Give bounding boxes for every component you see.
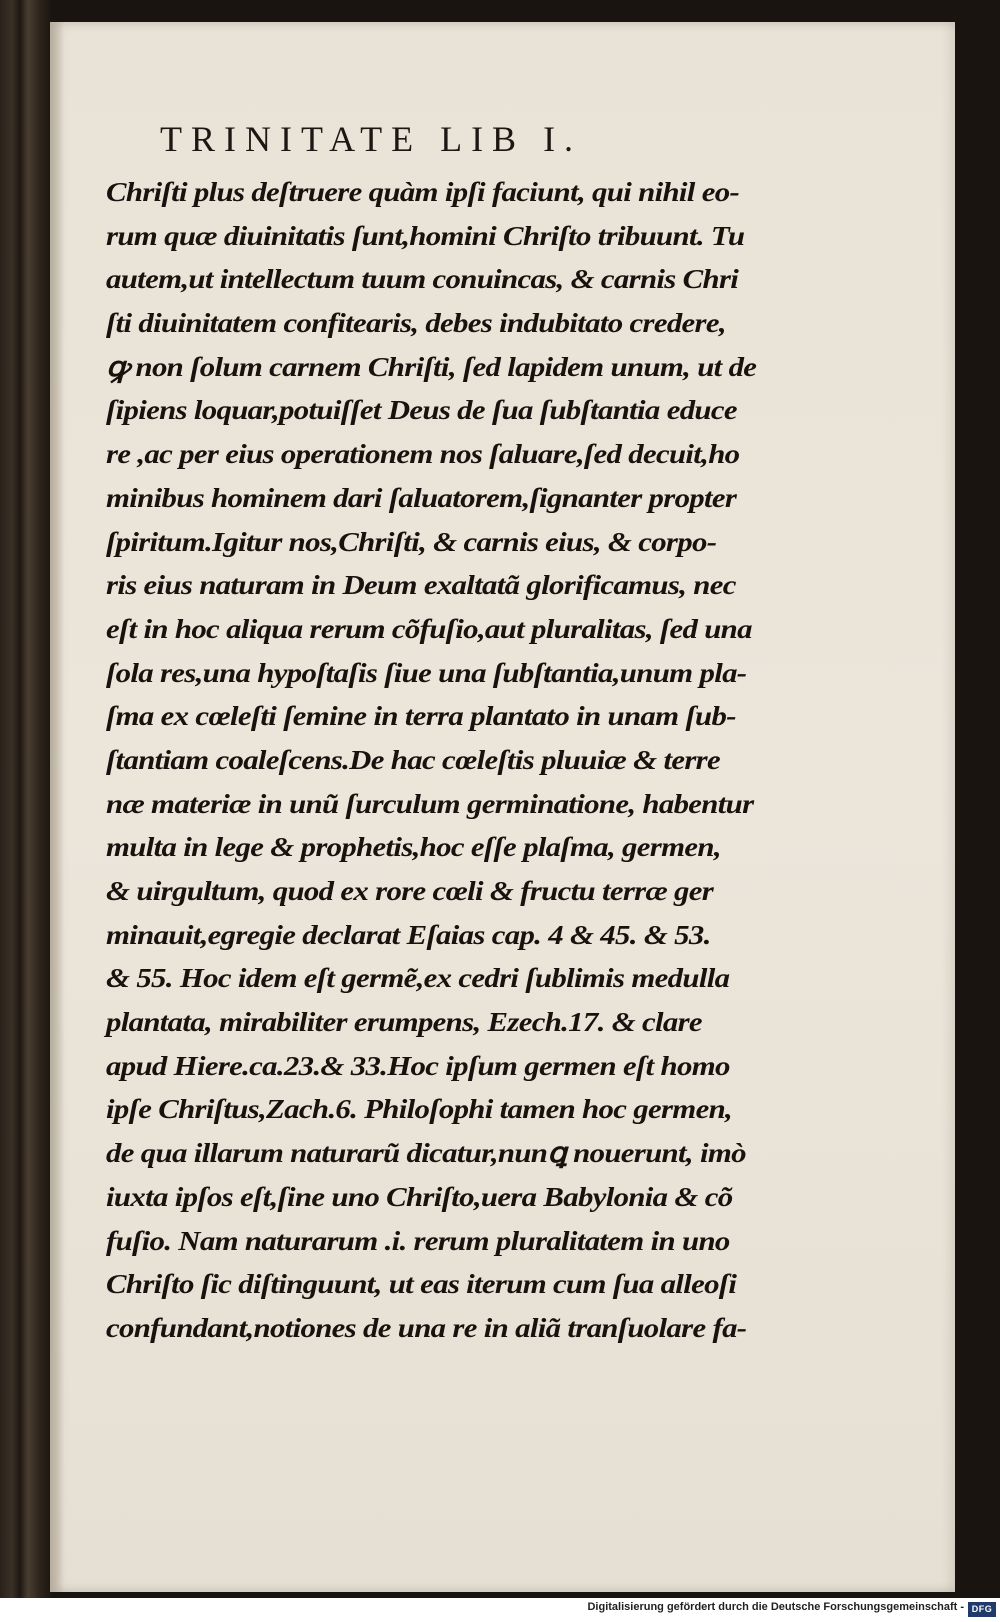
page-gutter-shadow [50,22,64,1592]
text-line-11: eſt in hoc aliqua rerum cõfuſio,aut pluralitas, ſed una [106,612,752,644]
text-line-20: plantata, mirabiliter erumpens, Ezech.17. & clare [106,1006,702,1038]
text-line-1: Chriſti plus deſtruere quàm ipſi faciunt, qui nihil eo- [106,176,740,207]
text-line-16: multa in lege & prophetis,hoc eſſe plaſma, germen, [106,831,721,863]
text-line-10: ris eius naturam in Deum exaltatã glorificamus, nec [106,569,736,601]
text-line-12: ſola res,una hypoſtaſis ſiue una ſubſtantia,unum pla- [106,656,747,688]
text-line-4: ſti diuinitatem confitearis, debes indubitato credere, [106,307,726,339]
text-line-27: confundant,notiones de una re in aliã tranſuolare fa- [106,1311,747,1343]
text-line-24: iuxta ipſos eſt,ſine uno Chriſto,uera Babylonia & cõ [106,1180,733,1212]
text-line-21: apud Hiere.ca.23.& 33.Hoc ipſum germen eſt homo [106,1049,730,1081]
text-line-3: autem,ut intellectum tuum conuincas, & carnis Chri [106,263,739,295]
dfg-logo-icon: DFG [968,1602,996,1617]
footer-bar [0,1598,1000,1622]
text-line-23: de qua illarum naturarũ dicatur,nunꝗ nouerunt, imò [106,1137,746,1169]
text-line-2: rum quæ diuinitatis ſunt,homini Chriſto tribuunt. Tu [106,219,745,251]
text-line-19: & 55. Hoc idem eſt germẽ,ex cedri ſublimis medulla [106,962,730,994]
text-line-14: ſtantiam coaleſcens.De hac cœleſtis pluuiæ & terre [106,743,720,775]
text-line-15: næ materiæ in unũ ſurculum germinatione, habentur [106,787,754,819]
text-line-6: ſipiens loquar,potuiſſet Deus de ſua ſubſtantia educe [106,394,737,426]
book-page [50,22,955,1592]
text-line-9: ſpiritum.Igitur nos,Chriſti, & carnis eius, & corpo- [106,525,717,557]
text-line-25: fuſio. Nam naturarum .i. rerum pluralitatem in uno [106,1224,730,1256]
text-line-13: ſma ex cœleſti ſemine in terra plantato in unam ſub- [106,700,736,732]
text-line-26: Chriſto ſic diſtinguunt, ut eas iterum cum ſua alleoſi [106,1268,737,1300]
text-line-7: re ,ac per eius operationem nos ſaluare,ſed decuit,ho [106,438,740,470]
digitization-credit: Digitalisierung gefördert durch die Deutsche Forschungsgemeinschaft - [587,1601,964,1613]
text-line-5: ꝙ non ſolum carnem Chriſti, ſed lapidem unum, ut de [106,350,757,382]
text-line-22: ipſe Chriſtus,Zach.6. Philoſophi tamen hoc germen, [106,1093,733,1125]
text-line-17: & uirgultum, quod ex rore cœli & fructu terræ ger [106,875,714,906]
text-line-18: minauit,egregie declarat Eſaias cap. 4 & 45. & 53. [106,918,711,950]
text-block [106,170,786,1350]
running-head: TRINITATE LIB I. [160,119,583,159]
text-line-8: minibus hominem dari ſaluatorem,ſignanter propter [106,481,737,513]
